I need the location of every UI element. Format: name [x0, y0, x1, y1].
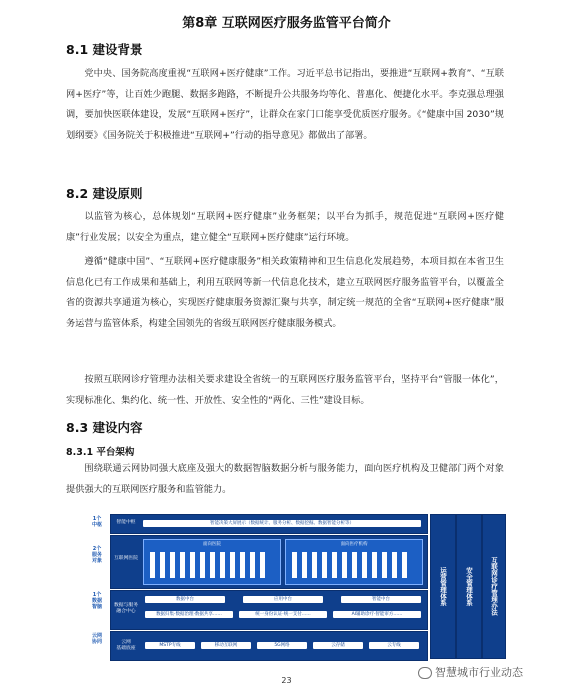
cloud-item-4: 云存储 — [313, 642, 363, 649]
module-bar — [220, 552, 225, 578]
app-middle-platform: 应用中台 — [243, 596, 323, 603]
module-bar — [392, 552, 397, 578]
hospital-box-title: 面向医院 — [203, 542, 221, 547]
module-bar — [312, 552, 317, 578]
paragraph-architecture: 围绕联通云网协同强大底座及强大的数据智脑数据分析与服务能力，面向医疗机构及卫健部门两个对象提供强大的互联网医疗服务和监管能力。 — [66, 463, 504, 495]
cloud-item-1: MSTP专线 — [145, 642, 195, 649]
ai-detail-bar: AI辅助诊疗·智能审方…… — [333, 611, 421, 618]
diagram-left-label-3: 1个 数据 智脑 — [91, 592, 102, 610]
institution-box-title: 面向医疗机构 — [340, 542, 368, 547]
module-bar — [332, 552, 337, 578]
app-detail-bar: 统一身份认证·统一支付…… — [239, 611, 327, 618]
architecture-diagram — [86, 512, 498, 662]
paragraph-principles-1: 以监管为核心，总体规划“互联网+医疗健康”业务框架；以平台为抓手，规范促进“互联网+医疗健康”行业发展；以安全为重点，建立健全“互联网+医疗健康”运行环境。 — [66, 211, 504, 243]
cloud-item-2: 移动互联网 — [201, 642, 251, 649]
ai-middle-platform: 智能中台 — [341, 596, 421, 603]
module-bar — [302, 552, 307, 578]
module-bar — [292, 552, 297, 578]
data-tag: 数据与服务 融合中心 — [114, 603, 138, 614]
diagram-left-label-1: 1个 中枢 — [91, 516, 102, 528]
diagram-layer-cloud — [110, 631, 428, 661]
hub-tag: 智能中枢 — [116, 520, 136, 525]
module-bar — [342, 552, 347, 578]
diagram-layer-data-brain — [110, 590, 428, 630]
hospital-box — [143, 539, 281, 585]
hub-bar: 智能决策大屏展示（数据统计、服务分析、数据挖掘、数据智能分析等） — [143, 520, 421, 527]
diagram-left-label-2: 2个 服务 对象 — [91, 546, 102, 564]
paragraph-principles-3: 按照互联网诊疗管理办法相关要求建设全省统一的互联网医疗服务监管平台，坚持平台“管服一体化”，实现标准化、集约化、统一性、开放性、安全性的“两化、三性”建设目标。 — [66, 374, 504, 406]
subsection-heading-architecture: 8.3.1 平台架构 — [66, 447, 135, 458]
data-middle-platform: 数据中台 — [145, 596, 225, 603]
operation-management-column: 运营管理体系 — [430, 514, 456, 659]
section-heading-principles: 8.2 建设原则 — [66, 186, 143, 201]
module-bar — [200, 552, 205, 578]
cloud-item-3: 5G网络 — [257, 642, 307, 649]
module-bar — [180, 552, 185, 578]
watermark-text: 智慧城市行业动态 — [435, 666, 523, 679]
module-bar — [260, 552, 265, 578]
diagram-left-label-4: 云网 协同 — [91, 633, 102, 645]
data-detail-bar: 数据归集·数据治理·数据共享…… — [145, 611, 233, 618]
module-bar — [382, 552, 387, 578]
section-heading-background: 8.1 建设背景 — [66, 42, 143, 57]
page-number: 23 — [281, 676, 292, 685]
module-bar — [322, 552, 327, 578]
chapter-title: 第8章 互联网医疗服务监管平台简介 — [182, 16, 391, 31]
module-bar — [402, 552, 407, 578]
module-bar — [150, 552, 155, 578]
security-management-column: 安全管理体系 — [456, 514, 482, 659]
institution-box — [285, 539, 423, 585]
module-bar — [230, 552, 235, 578]
module-bar — [170, 552, 175, 578]
paragraph-background: 党中央、国务院高度重视“互联网+医疗健康”工作。习近平总书记指出，要推进“互联网+教育”、“互联网+医疗”等，让百姓少跑腿、数据多跑路，不断提升公共服务均等化、普惠化、便捷化水平。李克强总理强调，要加快医联体建设，发展“互联网+医疗”，让群众在家门口能享受优质医疗服务。《“健康中国 2030”规划纲要》《国务院关于积极推进“互联网+”行动的指导意见》都做出了部署。 — [66, 68, 504, 141]
cloud-item-5: 云专线 — [369, 642, 419, 649]
diagnosis-rules-column: 互联网诊疗管理办法 — [482, 514, 506, 659]
module-bar — [362, 552, 367, 578]
module-bar — [160, 552, 165, 578]
module-bar — [250, 552, 255, 578]
diagram-layer-services — [110, 535, 428, 589]
module-bar — [240, 552, 245, 578]
module-bar — [190, 552, 195, 578]
diagram-layer-hub — [110, 514, 428, 534]
section-heading-content: 8.3 建设内容 — [66, 420, 143, 435]
paragraph-principles-2: 遵循“健康中国”、“互联网+医疗健康服务”相关政策精神和卫生信息化发展趋势，本项目拟在本省卫生信息化已有工作成果和基础上，利用互联网等新一代信息化技术，建立互联网医疗服务监管平台，以覆盖全省的资源共享通道为核心，实现医疗健康服务资源汇聚与共享，制定统一规范的全省“互联网+医疗健康”服务运营与监管体系，构建全国领先的省级互联网医疗健康服务模式。 — [66, 256, 504, 329]
cloud-tag: 云网 基础底座 — [116, 640, 136, 651]
services-tag: 互联网医院 — [114, 556, 138, 561]
module-bar — [210, 552, 215, 578]
module-bar — [352, 552, 357, 578]
module-bar — [372, 552, 377, 578]
